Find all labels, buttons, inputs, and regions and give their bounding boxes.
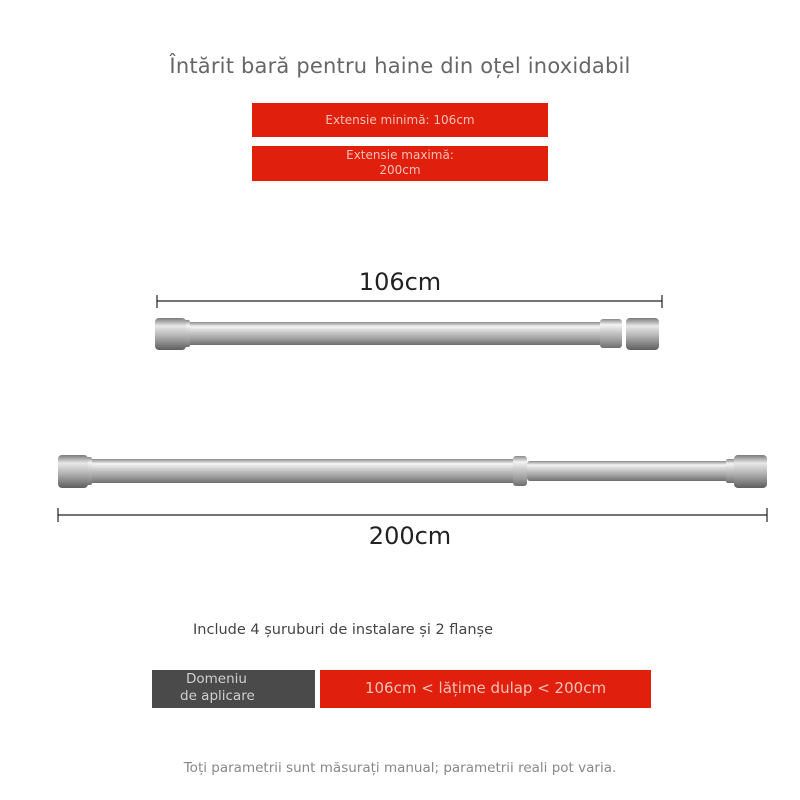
long-rod (58, 455, 767, 488)
application-label-line2: de aplicare (180, 688, 255, 704)
max-extension-label: Extensie maximă: (346, 148, 454, 162)
application-range-badge (320, 670, 651, 708)
long-rod-length-label: 200cm (368, 522, 452, 550)
application-range-text: 106cm < lățime dulap < 200cm (364, 679, 607, 697)
application-label-line1: Domeniu (186, 671, 247, 687)
short-rod-right-cap (626, 318, 659, 350)
long-rod-right-cap (734, 455, 767, 488)
max-extension-value: 200cm (379, 163, 421, 177)
min-extension-text: Extensie minimă: 106cm (325, 113, 475, 127)
long-rod-left-cap (58, 455, 88, 488)
long-rod-dimension-line (58, 508, 767, 522)
short-rod-left-cap (155, 318, 186, 350)
application-label-box (152, 670, 315, 708)
product-title: Întărit bară pentru haine din oțel inoxidabil (169, 54, 631, 78)
short-rod (155, 318, 659, 350)
short-rod-dimension-line (157, 295, 662, 308)
short-rod-length-label: 106cm (358, 268, 442, 296)
included-parts-text: Include 4 șuruburi de instalare și 2 flanșe (193, 622, 493, 638)
disclaimer-footer: Toți parametrii sunt măsurați manual; parametrii reali pot varia. (183, 760, 617, 776)
